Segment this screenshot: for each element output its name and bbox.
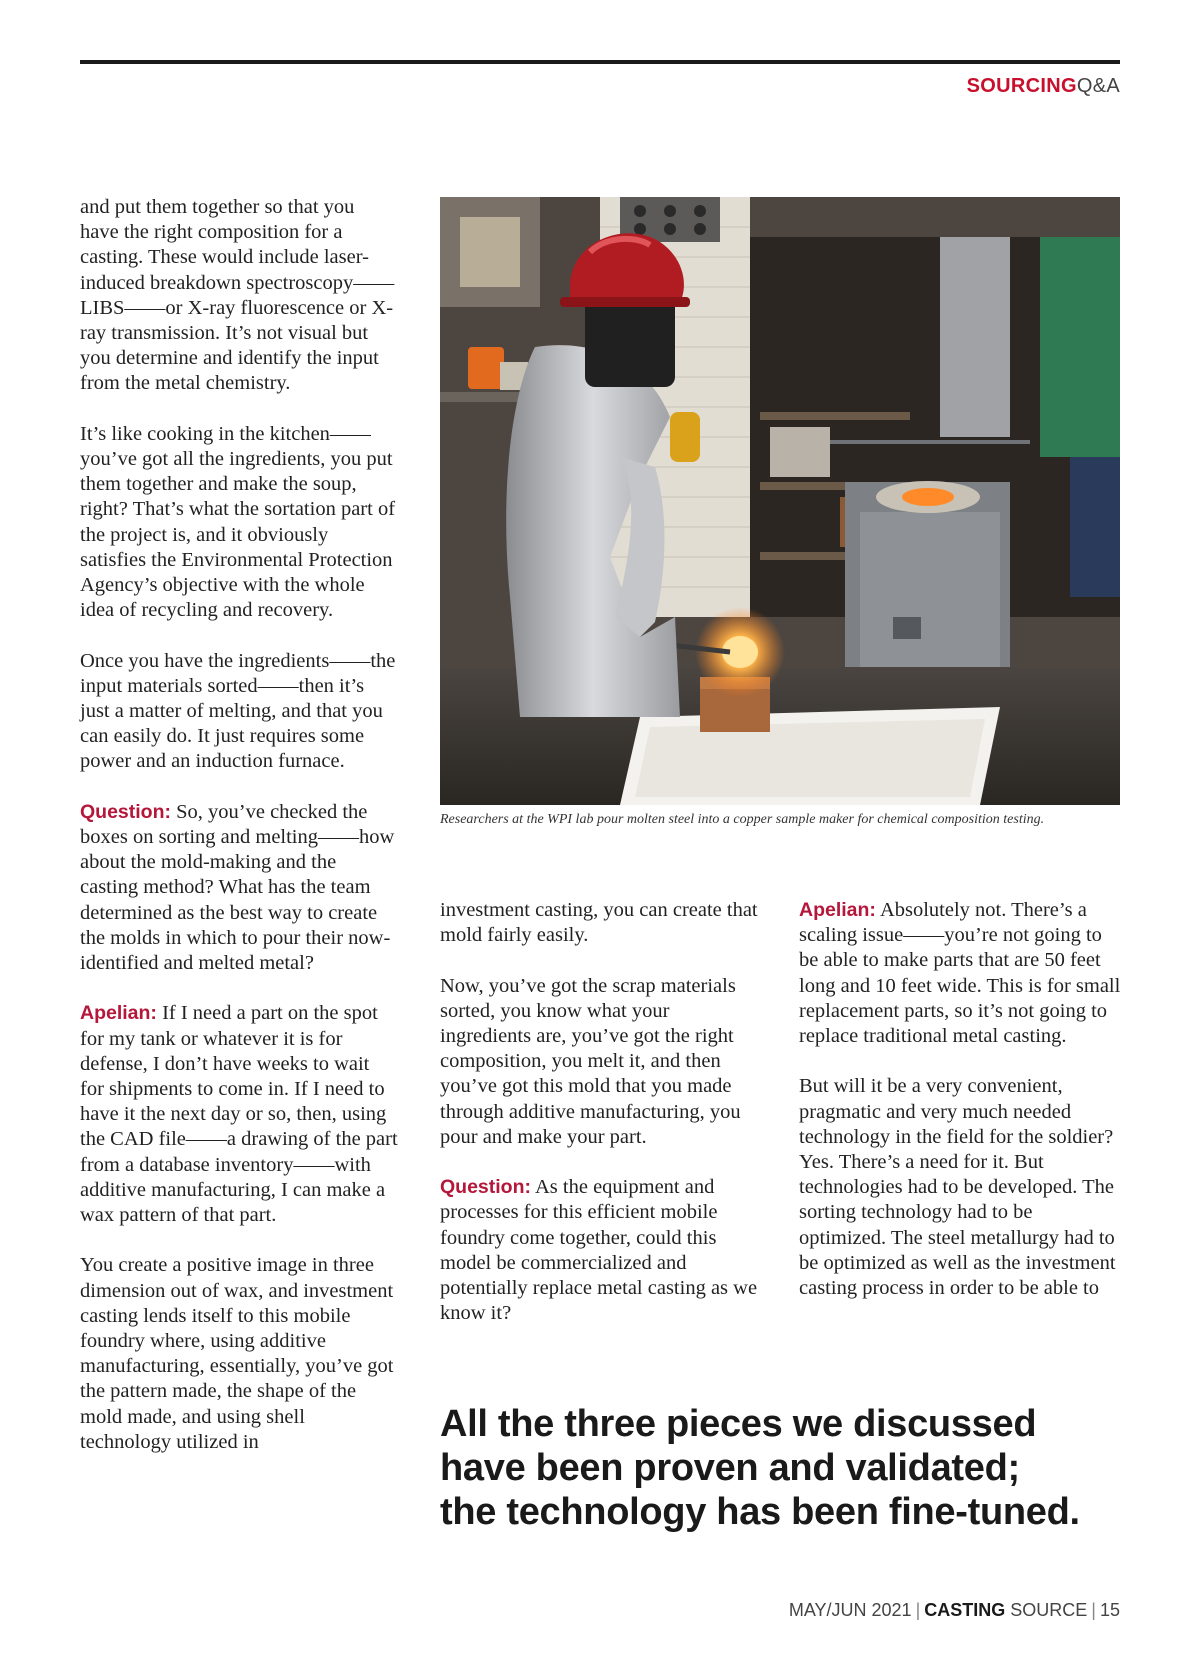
photo-caption: Researchers at the WPI lab pour molten steel into a copper sample maker for chemical composition testing. [440,812,1045,827]
paragraph: You create a positive image in three dimension out of wax, and investment casting lends itself to this mobile foundry where, using additive manufacturing, essentially, you’ve got the pattern made, the shape of the mold made, and using shell technology utilized in [80,1254,394,1453]
page-footer [789,1600,1120,1621]
answer-paragraph [80,1001,398,1228]
section-tag [967,75,1120,98]
section-tag-accent: SOURCING [966,75,1077,97]
foundry-photo [440,197,1120,805]
question-text: As the equipment and processes for this efficient mobile foundry come together, could this model be commercialized and potentially replace metal casting as we know it? [440,1176,758,1325]
column-right [799,898,1124,1301]
column-left [80,195,398,1455]
question-text: So, you’ve checked the boxes on sorting and melting——how about the mold-making and the casting method? What has the team determined as the best way to create the molds in which to pour their now-identified and melted metal? [80,800,395,975]
answer-text: If I need a part on the spot for my tank or whatever it is for defense, I don’t have weeks to wait for shipments to come in. If I need to have it the next day or so, then, using the CAD file——a drawing of the part from a database inventory——with additive manufacturing, I can make a wax pattern of that part. [80,1002,398,1227]
section-tag-rest: Q&A [1076,75,1120,97]
paragraph: Once you have the ingredients——the input materials sorted——then it’s just a matter of melting, and that you can easily do. It just requires some power and an induction furnace. [80,649,396,773]
question-label: Question: [440,1176,531,1199]
paragraph: investment casting, you can create that mold fairly easily. [440,899,758,947]
paragraph: It’s like cooking in the kitchen——you’ve got all the ingredients, you put them together and make the soup, right? That’s what the sortation part of the project is, and it obviously satisfies the Environmental Protection Agency’s objective with the whole idea of recycling and recovery. [80,422,396,622]
answer-text: Absolutely not. There’s a scaling issue——you’re not going to be able to make parts that are 50 feet long and 10 feet wide. This is for small replacement parts, so it’s not going to replace traditional metal casting. [799,899,1121,1048]
question-paragraph [80,800,398,976]
footer-separator: | [1091,1600,1096,1620]
top-rule [80,60,1120,64]
question-label: Question: [80,800,171,823]
magazine-name-bold: CASTING [924,1600,1006,1620]
paragraph: But will it be a very convenient, pragmatic and very much needed technology in the field for the soldier? Yes. There’s a need for it. But technologies had to be developed. The sorting technology had to be optimized. The steel metallurgy had to be optimized as well as the investment casting process in order to be able to [799,1075,1116,1300]
magazine-name-rest: SOURCE [1005,1600,1088,1620]
question-paragraph [440,1175,765,1326]
pull-quote: All the three pieces we discussed have been proven and validated; the technology has been fine-tuned. [440,1403,1080,1533]
paragraph: Now, you’ve got the scrap materials sorted, you know what your ingredients are, you’ve got the right composition, you melt it, and then you’ve got this mold that you made through additive manufacturing, you pour and make your part. [440,974,741,1148]
footer-separator: | [915,1600,921,1620]
answer-label: Apelian: [799,899,876,921]
page-number: 15 [1099,1600,1120,1620]
answer-label: Apelian: [80,1002,157,1025]
paragraph: and put them together so that you have the right composition for a casting. These would include laser-induced breakdown spectroscopy——LIBS——or X-ray fluorescence or X-ray transmission. It’s not visual but you determine and identify the input from the metal chemistry. [80,196,395,395]
issue-date: MAY/JUN 2021 [788,1600,912,1620]
foundry-photo-illustration [440,197,1120,805]
answer-paragraph [799,898,1124,1049]
column-middle [440,898,765,1326]
